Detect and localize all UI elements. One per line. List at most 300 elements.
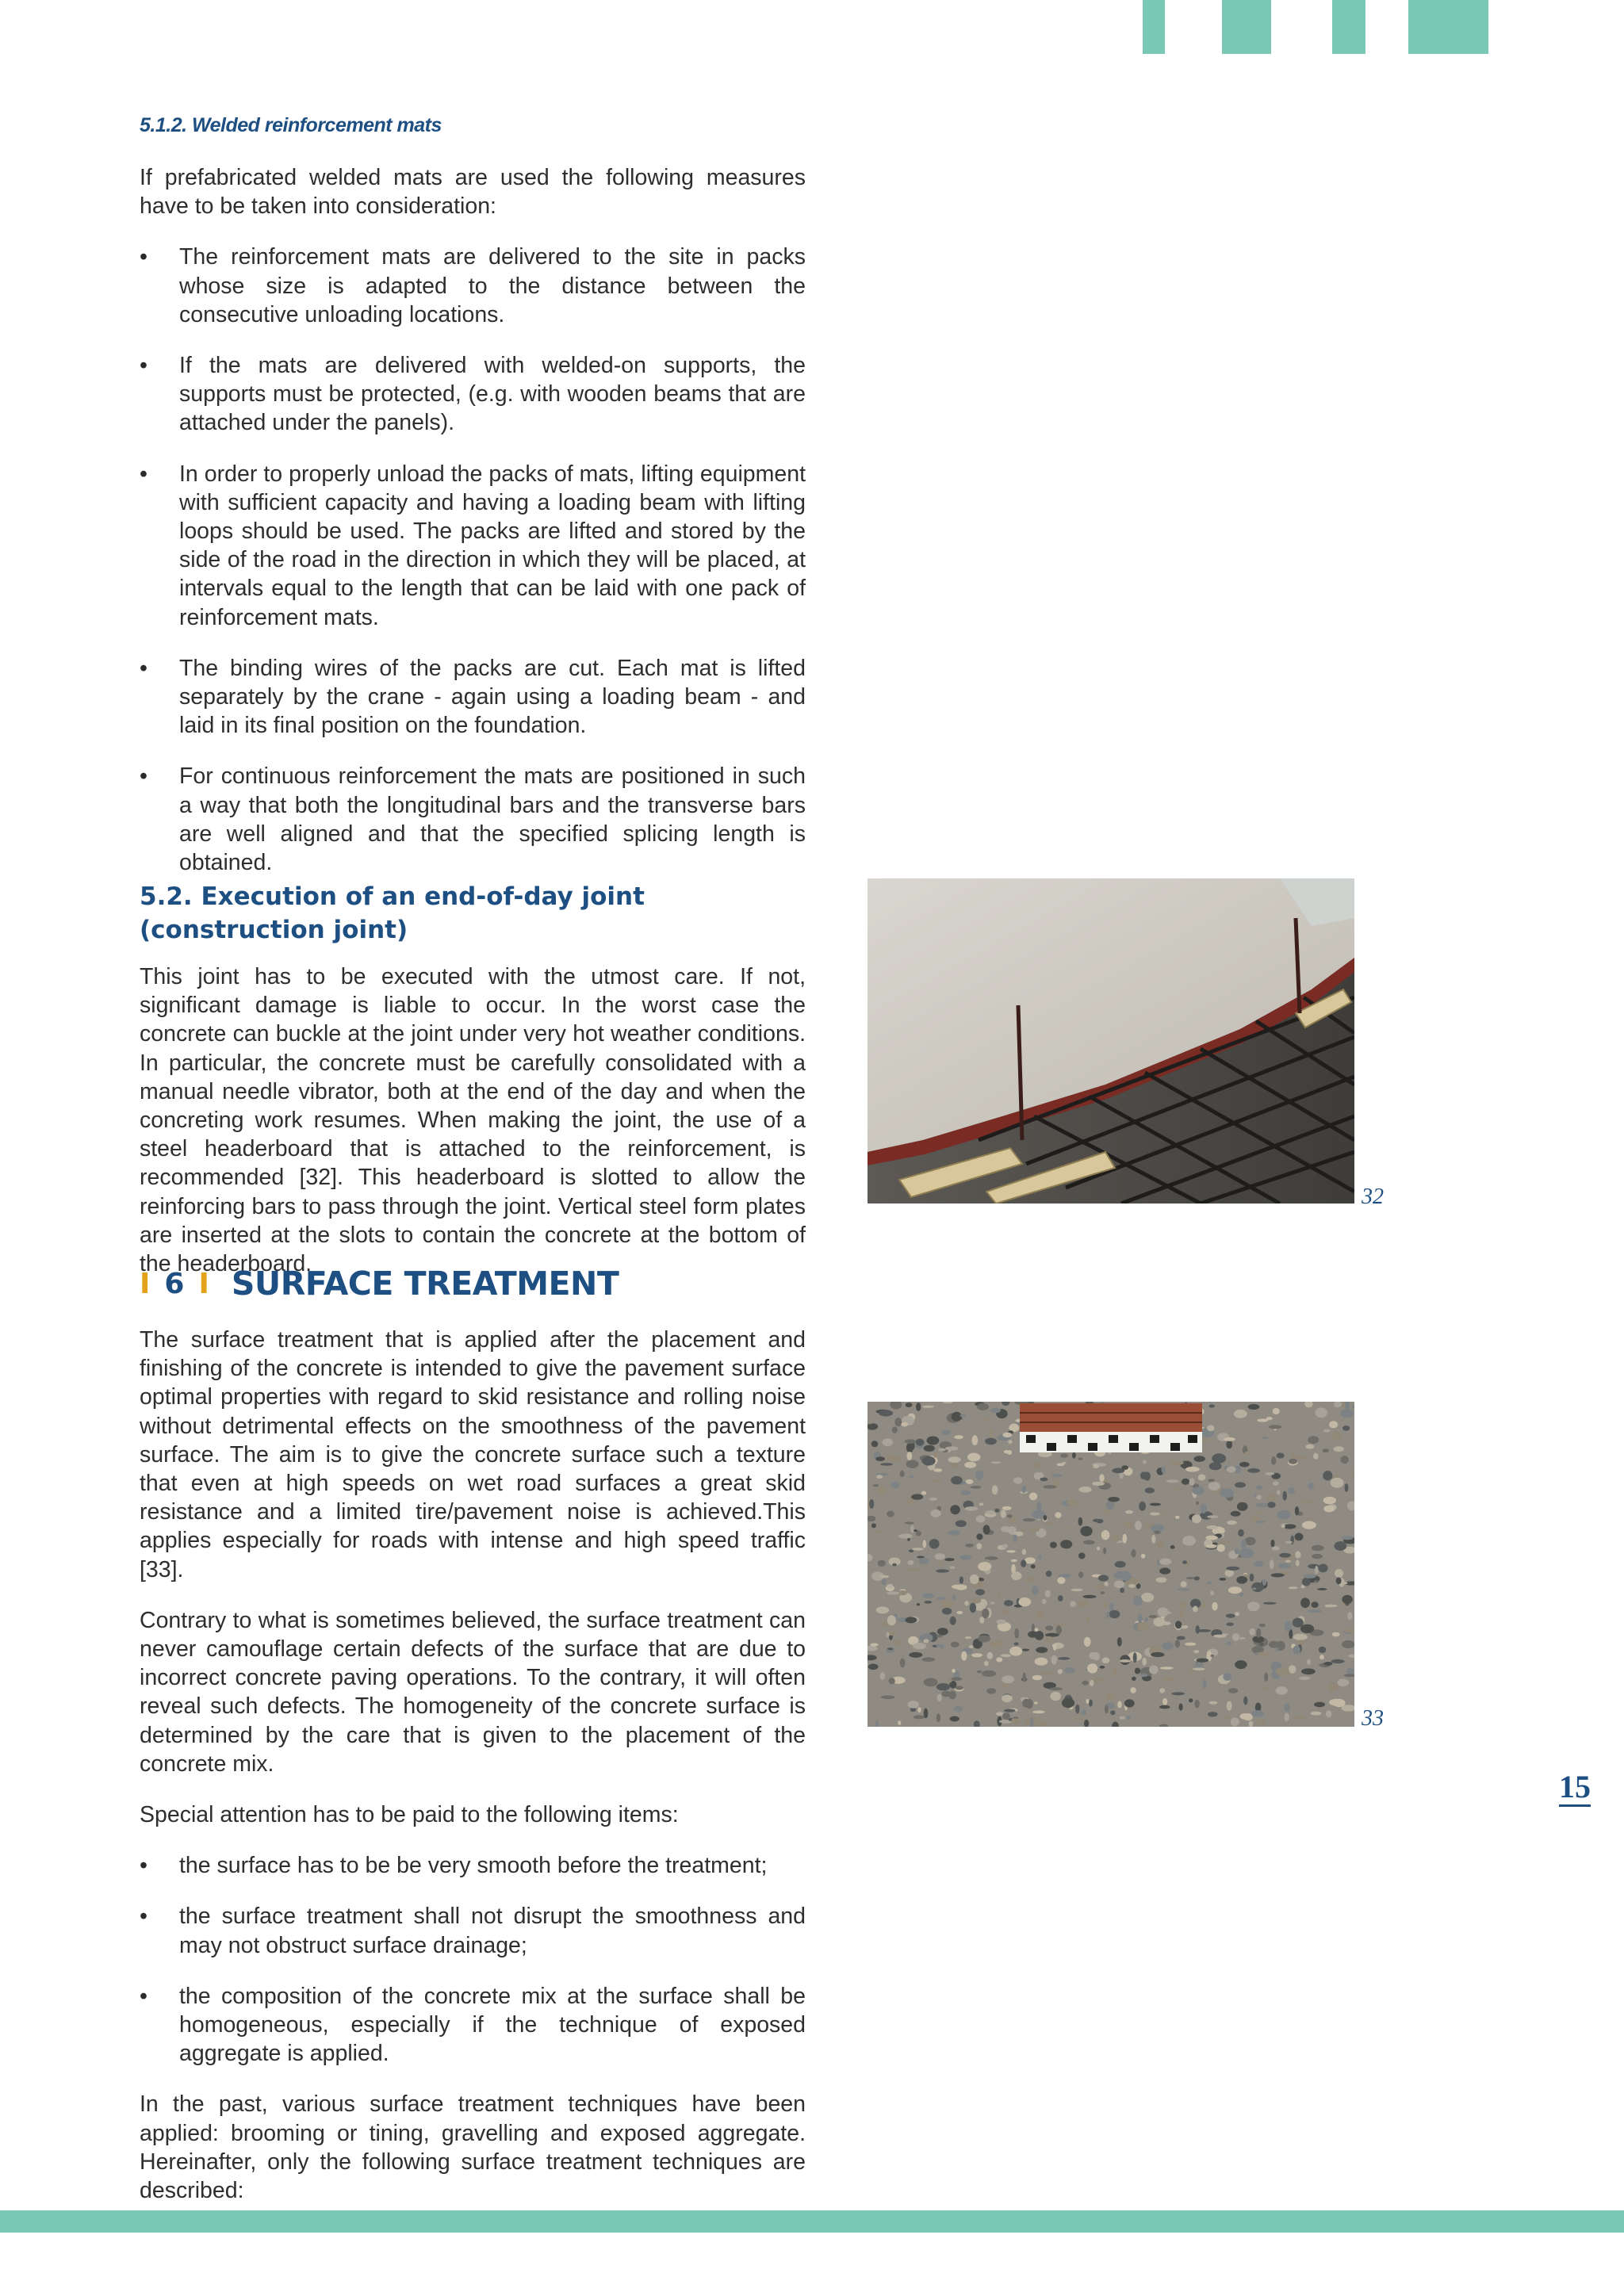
aggregate-stone [1193,1667,1205,1670]
aggregate-stone [1232,1633,1239,1641]
aggregate-stone [1250,1574,1254,1582]
aggregate-stone [1101,1530,1110,1540]
aggregate-stone [878,1487,886,1494]
aggregate-stone [1332,1431,1341,1441]
list-item: • the composition of the concrete mix at the surface shall be homogeneous, especially if the technique of exposed aggregate is applied. [140,1983,806,2067]
aggregate-stone [901,1422,908,1427]
surface-paragraph-3: Special attention has to be paid to the following items: [140,1802,679,1828]
aggregate-stone [1162,1677,1175,1682]
aggregate-stone [1276,1667,1290,1676]
aggregate-stone [1192,1514,1201,1523]
aggregate-stone [1271,1456,1276,1465]
aggregate-stone [1181,1581,1187,1587]
aggregate-stone [992,1485,998,1494]
aggregate-stone [1224,1437,1235,1441]
aggregate-stone [961,1651,967,1661]
aggregate-stone [1239,1637,1246,1640]
aggregate-stone [1182,1560,1187,1564]
aggregate-stone [942,1608,952,1615]
aggregate-stone [944,1558,954,1561]
aggregate-stone [1045,1633,1059,1637]
aggregate-stone [1078,1571,1083,1578]
aggregate-stone [970,1575,979,1584]
aggregate-stone [1238,1529,1244,1536]
aggregate-stone [1311,1712,1322,1716]
aggregate-stone [907,1560,914,1565]
aggregate-stone [1323,1448,1329,1452]
aggregate-stone [1189,1478,1195,1486]
aggregate-stone [1163,1510,1167,1513]
aggregate-stone [1075,1705,1079,1714]
aggregate-stone [1021,1559,1026,1567]
aggregate-stone [990,1601,995,1604]
aggregate-stone [1007,1514,1013,1518]
aggregate-stone [1201,1504,1208,1513]
aggregate-stone [1004,1450,1009,1453]
surface-paragraph-4: In the past, various surface treatment techniques have been applied: brooming or tining, gravelling and exposed aggregate. Hereinafter, only the following surface treatment techniques are described: [140,2091,806,2204]
aggregate-stone [1162,1698,1167,1705]
aggregate-stone [1098,1575,1109,1581]
aggregate-stone [905,1521,914,1524]
aggregate-stone [1108,1497,1120,1502]
aggregate-stone [1040,1478,1048,1482]
aggregate-stone [921,1456,935,1466]
aggregate-stone [1293,1646,1300,1655]
aggregate-stone [883,1438,894,1446]
aggregate-stone [1013,1534,1017,1542]
aggregate-stone [894,1418,902,1426]
list-item: • The reinforcement mats are delivered to the site in packs whose size is adapted to the distance between the consecutive unloading locations. [140,244,806,327]
aggregate-stone [1285,1713,1289,1722]
aggregate-stone [1029,1492,1037,1500]
aggregate-stone [1243,1713,1253,1720]
aggregate-stone [1247,1468,1260,1473]
aggregate-stone [1058,1657,1070,1660]
aggregate-stone [922,1593,934,1598]
aggregate-stone [1314,1580,1319,1582]
aggregate-stone [936,1635,943,1638]
aggregate-stone [937,1628,948,1636]
header-decor-block-1 [1143,0,1165,54]
aggregate-stone [1120,1659,1132,1663]
aggregate-stone [1345,1483,1349,1492]
aggregate-stone [975,1589,985,1595]
aggregate-stone [1227,1623,1234,1626]
aggregate-stone [1207,1515,1219,1518]
aggregate-stone [1206,1525,1218,1529]
aggregate-stone [1273,1408,1280,1414]
aggregate-stone [916,1402,921,1411]
aggregate-stone [950,1617,956,1625]
aggregate-stone [1270,1540,1274,1548]
aggregate-stone [1082,1709,1087,1715]
aggregate-stone [979,1418,992,1420]
surface-paragraph-1: The surface treatment that is applied after the placement and finishing of the concrete is intended to give the pavement surface optimal properties with regard to skid resistance and rolling noise without detrimental effects on the smoothness of the pavement surface. The aim is to give the concrete surface such a texture that even at high speeds on wet road surfaces a great skid resistance and a limited tire/pavement noise is achieved.This applies especially for roads with intense and high speed traffic [33]. [140,1327,806,1582]
aggregate-stone [921,1491,926,1495]
aggregate-stone [933,1452,938,1457]
aggregate-stone [880,1672,885,1680]
aggregate-stone [1043,1485,1056,1489]
welded-bullet-list [140,243,806,877]
welded-body [140,163,806,899]
aggregate-stone [875,1530,885,1533]
aggregate-stone [1237,1502,1248,1511]
aggregate-stone [976,1533,982,1540]
aggregate-stone [1022,1518,1035,1521]
aggregate-stone [1264,1672,1268,1682]
bullet-icon: • [140,244,147,270]
aggregate-stone [923,1540,926,1548]
aggregate-stone [1341,1536,1353,1540]
aggregate-stone [892,1426,898,1433]
aggregate-stone [1289,1665,1296,1674]
aggregate-stone [1208,1482,1220,1490]
aggregate-stone [1025,1576,1034,1582]
aggregate-stone [1058,1669,1063,1674]
aggregate-stone [1289,1586,1298,1589]
aggregate-stone [1110,1710,1115,1715]
aggregate-stone [886,1632,889,1637]
aggregate-stone [1256,1486,1262,1490]
aggregate-stone [1036,1502,1041,1511]
aggregate-stone [970,1603,976,1613]
surface-paragraph-2: Contrary to what is sometimes believed, the surface treatment can never camouflage certain defects of the surface that are due to incorrect concrete paving operations. To the contrary, it will often reveal such defects. The homogeneity of the concrete surface is determined by the care that is given to the placement of the concrete mix. [140,1607,806,1777]
aggregate-stone [986,1510,995,1514]
aggregate-stone [1045,1625,1053,1630]
chapter-bar-right: I [198,1267,209,1300]
aggregate-stone [1263,1687,1269,1690]
aggregate-stone [1235,1612,1239,1616]
aggregate-stone [1086,1699,1090,1704]
aggregate-stone [1293,1456,1306,1460]
aggregate-stone [1336,1577,1342,1584]
aggregate-stone [951,1677,962,1681]
aggregate-stone [1101,1591,1105,1594]
aggregate-stone [914,1715,925,1719]
aggregate-stone [1227,1466,1236,1472]
aggregate-stone [1318,1564,1327,1573]
aggregate-stone [1105,1705,1109,1714]
aggregate-stone [1094,1678,1103,1683]
aggregate-stone [1156,1541,1163,1548]
aggregate-stone [952,1595,956,1600]
aggregate-stone [1308,1609,1322,1613]
aggregate-stone [976,1543,982,1549]
aggregate-stone [936,1569,949,1572]
aggregate-stone [1124,1699,1135,1707]
aggregate-stone [1239,1462,1250,1468]
aggregate-stone [1002,1544,1008,1548]
aggregate-stone [1296,1560,1300,1567]
aggregate-stone [1340,1409,1354,1418]
surface-bullet-list [140,1851,806,2068]
aggregate-stone [990,1429,994,1438]
aggregate-stone [1175,1621,1182,1628]
aggregate-stone [962,1572,968,1575]
aggregate-stone [1206,1544,1216,1548]
aggregate-stone [937,1694,942,1702]
aggregate-stone [959,1555,971,1559]
aggregate-stone [907,1568,920,1571]
aggregate-stone [906,1402,913,1407]
aggregate-stone [1186,1577,1194,1579]
aggregate-stone [949,1567,955,1569]
aggregate-stone [1150,1513,1160,1516]
aggregate-stone [1314,1702,1325,1708]
section-heading-line2: (construction joint) [140,916,408,944]
aggregate-stone [1160,1667,1174,1669]
aggregate-stone [1277,1510,1290,1520]
aggregate-stone [924,1601,932,1604]
aggregate-stone [1312,1545,1324,1551]
aggregate-stone [948,1691,956,1700]
aggregate-stone [1277,1490,1280,1494]
aggregate-stone [910,1475,914,1479]
aggregate-stone [1050,1692,1061,1701]
aggregate-stone [990,1408,1001,1414]
aggregate-stone [950,1716,959,1722]
aggregate-stone [880,1463,893,1465]
aggregate-stone [951,1642,959,1647]
aggregate-stone [1334,1446,1344,1452]
header-decor-block-4 [1408,0,1488,54]
aggregate-stone [982,1670,996,1677]
aggregate-stone [1002,1433,1012,1437]
aggregate-stone [1104,1582,1109,1586]
aggregate-stone [1308,1436,1319,1444]
aggregate-stone [1269,1641,1280,1648]
aggregate-stone [1236,1576,1247,1584]
aggregate-stone [892,1563,897,1567]
figure-33-photo [868,1402,1354,1727]
aggregate-stone [1247,1601,1260,1611]
aggregate-stone [1270,1559,1274,1569]
aggregate-stone [1083,1540,1095,1545]
aggregate-stone [1145,1487,1155,1493]
aggregate-stone [990,1641,1004,1648]
joint-paragraph: This joint has to be executed with the utmost care. If not, significant damage is liable to occur. In the worst case the concrete can buckle at the joint under very hot weather conditions. In particular, the concrete must be carefully consolidated with a manual needle vibrator, both at the end of the day and when the concreting work resumes. When making the joint, the use of a steel headerboard that is attached to the reinforcement, is recommended [32]. This headerboard is slotted to allow the reinforcing bars to pass through the joint. Vertical steel form plates are inserted at the slots to contain the concrete at the bottom of the headerboard. [140,964,806,1277]
aggregate-stone [970,1486,981,1489]
aggregate-stone [1205,1536,1217,1540]
aggregate-stone [1127,1716,1131,1720]
aggregate-stone [951,1476,963,1485]
aggregate-stone [1209,1462,1222,1470]
aggregate-stone [964,1462,976,1468]
list-item: • The binding wires of the packs are cut. Each mat is lifted separately by the crane - again using a loading beam - and laid in its final position on the foundation. [140,655,806,739]
aggregate-stone [1262,1437,1268,1440]
aggregate-stone [1138,1613,1143,1623]
aggregate-stone [1113,1667,1117,1676]
aggregate-stone [1001,1526,1010,1533]
aggregate-stone [898,1533,913,1538]
aggregate-stone [936,1644,942,1647]
aggregate-stone [1179,1703,1183,1710]
aggregate-stone [1338,1678,1350,1686]
aggregate-stone [1212,1602,1217,1611]
aggregate-stone [1161,1611,1171,1614]
aggregate-stone [1331,1478,1344,1488]
aggregate-stone [1226,1613,1235,1617]
aggregate-stone [1149,1615,1158,1618]
aggregate-stone [1170,1461,1183,1465]
joint-body [140,962,806,1278]
aggregate-stone [1323,1429,1331,1433]
aggregate-stone [1002,1675,1014,1683]
aggregate-stone [898,1590,907,1595]
aggregate-stone [935,1553,945,1559]
aggregate-stone [916,1439,925,1446]
aggregate-stone [1022,1549,1026,1555]
aggregate-stone [1032,1711,1045,1714]
aggregate-stone [1194,1700,1200,1709]
aggregate-stone [1284,1621,1292,1632]
aggregate-stone [1093,1464,1099,1469]
aggregate-stone [1193,1606,1198,1613]
aggregate-stone [1249,1628,1255,1636]
aggregate-stone [1285,1541,1293,1544]
chapter-bar-left: I [140,1267,151,1300]
aggregate-stone [1117,1637,1122,1647]
aggregate-stone [1207,1582,1212,1585]
aggregate-stone [887,1615,896,1625]
aggregate-stone [1257,1521,1266,1523]
aggregate-stone [1055,1512,1061,1517]
aggregate-stone [1194,1456,1205,1462]
aggregate-stone [1141,1554,1145,1559]
aggregate-stone [936,1713,940,1722]
aggregate-stone [1103,1547,1106,1554]
aggregate-stone [1089,1700,1093,1707]
aggregate-stone [1196,1502,1199,1506]
aggregate-stone [918,1558,929,1564]
aggregate-stone [1211,1655,1215,1657]
aggregate-stone [1178,1588,1189,1591]
aggregate-stone [1096,1519,1103,1524]
aggregate-stone [1241,1540,1247,1549]
aggregate-stone [933,1479,941,1483]
aggregate-stone [1346,1667,1354,1674]
aggregate-stone [924,1678,938,1687]
aggregate-stone [1045,1590,1051,1598]
figure-33-caption: 33 [1362,1706,1384,1731]
aggregate-stone [1203,1679,1206,1688]
aggregate-stone [1209,1404,1215,1407]
aggregate-stone [1341,1456,1349,1464]
aggregate-stone [1276,1686,1288,1695]
aggregate-stone [969,1645,973,1648]
aggregate-stone [1044,1522,1052,1525]
aggregate-stone [1065,1526,1070,1529]
list-item: • In order to properly unload the packs of mats, lifting equipment with sufficient capacity and having a loading beam with lifting loops should be used. The packs are lifted and stored by the side of the road in the direction in which they will be placed, at intervals equal to the length that can be laid with one pack of reinforcement mats. [140,461,806,630]
aggregate-stone [948,1679,952,1683]
aggregate-stone [1159,1705,1170,1709]
aggregate-stone [1022,1672,1026,1682]
aggregate-stone [1177,1636,1185,1640]
aggregate-stone [1092,1482,1105,1486]
aggregate-stone [1084,1637,1091,1647]
aggregate-stone [1189,1670,1196,1674]
aggregate-stone [1300,1598,1310,1608]
aggregate-stone [1020,1529,1025,1532]
aggregate-stone [923,1639,929,1643]
aggregate-stone [1256,1628,1261,1638]
aggregate-stone [1278,1563,1290,1569]
aggregate-stone [1263,1602,1277,1605]
aggregate-stone [1259,1624,1266,1628]
aggregate-stone [1185,1467,1200,1472]
aggregate-stone [876,1606,889,1613]
aggregate-stone [1227,1521,1237,1525]
aggregate-stone [1262,1578,1266,1586]
aggregate-stone [1072,1452,1076,1459]
aggregate-stone [1035,1631,1044,1640]
aggregate-stone [871,1523,876,1528]
aggregate-stone [936,1683,950,1690]
aggregate-stone [933,1468,942,1471]
aggregate-stone [948,1530,960,1536]
aggregate-stone [1323,1497,1336,1505]
aggregate-stone [1307,1659,1311,1666]
aggregate-stone [1159,1567,1170,1574]
aggregate-stone [1251,1710,1264,1717]
aggregate-stone [1034,1701,1038,1704]
aggregate-stone [887,1591,899,1594]
aggregate-stone [1114,1581,1124,1589]
aggregate-stone [1057,1577,1065,1584]
aggregate-stone [1052,1474,1062,1477]
aggregate-stone [1285,1704,1290,1712]
aggregate-stone [922,1657,936,1662]
aggregate-stone [1131,1549,1136,1557]
bullet-icon: • [140,353,147,379]
aggregate-stone [1135,1521,1142,1530]
bullet-icon: • [140,1904,147,1930]
aggregate-stone [1011,1571,1021,1580]
aggregate-stone [1294,1716,1305,1720]
aggregate-stone [879,1575,890,1578]
aggregate-stone [917,1707,921,1712]
aggregate-stone [1060,1454,1068,1458]
aggregate-stone [1175,1487,1182,1490]
aggregate-stone [1025,1557,1036,1563]
aggregate-stone [1289,1459,1297,1464]
aggregate-stone [1000,1683,1009,1687]
aggregate-stone [982,1609,989,1618]
aggregate-stone [1145,1617,1148,1621]
aggregate-stone [913,1643,926,1650]
aggregate-stone [952,1585,964,1590]
aggregate-stone [984,1661,989,1667]
aggregate-stone [972,1598,982,1603]
aggregate-stone [1299,1677,1311,1680]
aggregate-stone [1256,1719,1265,1725]
aggregate-stone [1008,1440,1013,1444]
aggregate-stone [1053,1644,1057,1651]
aggregate-stone [1182,1625,1188,1628]
aggregate-stone [1125,1510,1133,1514]
aggregate-stone [1239,1548,1254,1558]
aggregate-stone [1217,1544,1225,1552]
aggregate-stone [1162,1467,1166,1474]
subsection-heading: 5.1.2. Welded reinforcement mats [140,114,442,136]
aggregate-stone [1234,1410,1247,1418]
aggregate-stone [1009,1647,1022,1656]
aggregate-stone [1056,1625,1062,1634]
figure-32-caption: 32 [1362,1184,1384,1209]
aggregate-stone [1154,1531,1160,1535]
aggregate-stone [1123,1534,1128,1544]
aggregate-stone [1121,1571,1132,1582]
